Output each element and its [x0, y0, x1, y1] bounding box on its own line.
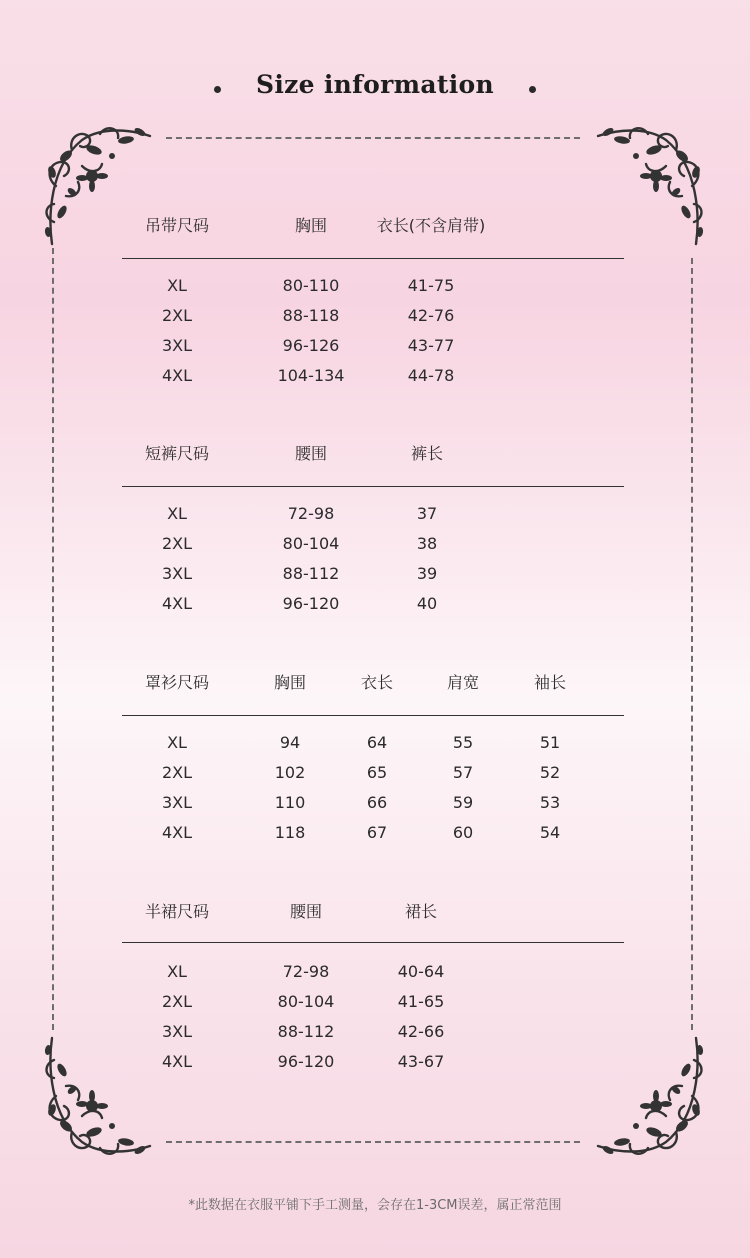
cell-length: 42-76	[407, 306, 455, 325]
floral-corner-ornament-bottom-right	[594, 1034, 706, 1156]
cell-length: 44-78	[407, 366, 455, 385]
page-title: Size information	[256, 70, 494, 99]
cell-waist: 80-104	[282, 534, 340, 553]
cell-length: 65	[366, 763, 388, 782]
cell-size: 3XL	[161, 564, 193, 583]
table-divider	[122, 942, 624, 943]
frame-right-border	[691, 258, 693, 1030]
cell-length: 66	[366, 793, 388, 812]
header-size: 吊带尺码	[144, 216, 210, 235]
frame-left-border	[52, 248, 54, 1030]
cell-sleeve: 52	[539, 763, 561, 782]
cell-size: 2XL	[161, 306, 193, 325]
cell-size: 2XL	[161, 992, 193, 1011]
cell-size: XL	[167, 276, 187, 295]
cell-size: 3XL	[161, 793, 193, 812]
header-waist: 腰围	[294, 444, 328, 463]
header-sleeve: 袖长	[533, 673, 567, 692]
cell-bust: 96-126	[282, 336, 340, 355]
cell-shoulder: 59	[452, 793, 474, 812]
cell-skirt-length: 40-64	[397, 962, 445, 981]
frame-bottom-border	[166, 1141, 580, 1143]
cell-waist: 88-112	[282, 564, 340, 583]
floral-corner-ornament-bottom-left	[42, 1034, 154, 1156]
cell-shoulder: 60	[452, 823, 474, 842]
cell-size: 2XL	[161, 534, 193, 553]
header-length: 衣长(不含肩带)	[376, 216, 486, 235]
cell-pants-length: 39	[416, 564, 438, 583]
header-bust: 胸围	[273, 673, 307, 692]
cell-size: 3XL	[161, 336, 193, 355]
cell-bust: 88-118	[282, 306, 340, 325]
cell-size: 4XL	[161, 1052, 193, 1071]
floral-corner-ornament-top-right	[594, 126, 706, 248]
cell-sleeve: 53	[539, 793, 561, 812]
cell-size: 4XL	[161, 366, 193, 385]
header-skirt-length: 裙长	[404, 902, 438, 921]
cell-length: 67	[366, 823, 388, 842]
cell-waist: 80-104	[277, 992, 335, 1011]
header-shoulder: 肩宽	[446, 673, 480, 692]
cell-shoulder: 57	[452, 763, 474, 782]
header-size: 短裤尺码	[144, 444, 210, 463]
cell-length: 43-77	[407, 336, 455, 355]
header-size: 罩衫尺码	[144, 673, 210, 692]
cell-size: XL	[167, 504, 187, 523]
cell-size: XL	[167, 962, 187, 981]
cell-waist: 72-98	[287, 504, 335, 523]
floral-corner-ornament-top-left	[42, 126, 154, 248]
cell-bust: 110	[274, 793, 306, 812]
header-bust: 胸围	[294, 216, 328, 235]
cell-waist: 72-98	[282, 962, 330, 981]
table-divider	[122, 715, 624, 716]
cell-bust: 80-110	[282, 276, 340, 295]
cell-skirt-length: 41-65	[397, 992, 445, 1011]
cell-bust: 94	[279, 733, 301, 752]
cell-pants-length: 40	[416, 594, 438, 613]
cell-size: 2XL	[161, 763, 193, 782]
cell-waist: 88-112	[277, 1022, 335, 1041]
cell-pants-length: 38	[416, 534, 438, 553]
cell-size: 4XL	[161, 823, 193, 842]
cell-size: 3XL	[161, 1022, 193, 1041]
cell-length: 41-75	[407, 276, 455, 295]
cell-bust: 102	[274, 763, 306, 782]
cell-waist: 96-120	[277, 1052, 335, 1071]
cell-skirt-length: 42-66	[397, 1022, 445, 1041]
cell-length: 64	[366, 733, 388, 752]
header-length: 衣长	[360, 673, 394, 692]
table-divider	[122, 486, 624, 487]
cell-shoulder: 55	[452, 733, 474, 752]
header-size: 半裙尺码	[144, 902, 210, 921]
table-divider	[122, 258, 624, 259]
measurement-note: *此数据在衣服平铺下手工测量，会存在1-3CM误差，属正常范围	[188, 1198, 562, 1213]
cell-sleeve: 54	[539, 823, 561, 842]
header-waist: 腰围	[289, 902, 323, 921]
cell-waist: 96-120	[282, 594, 340, 613]
header-pants-length: 裤长	[410, 444, 444, 463]
cell-bust: 104-134	[277, 366, 345, 385]
cell-size: 4XL	[161, 594, 193, 613]
frame-top-border	[166, 137, 580, 139]
cell-size: XL	[167, 733, 187, 752]
title-dot-right	[529, 86, 536, 93]
cell-pants-length: 37	[416, 504, 438, 523]
cell-sleeve: 51	[539, 733, 561, 752]
cell-bust: 118	[274, 823, 306, 842]
cell-skirt-length: 43-67	[397, 1052, 445, 1071]
